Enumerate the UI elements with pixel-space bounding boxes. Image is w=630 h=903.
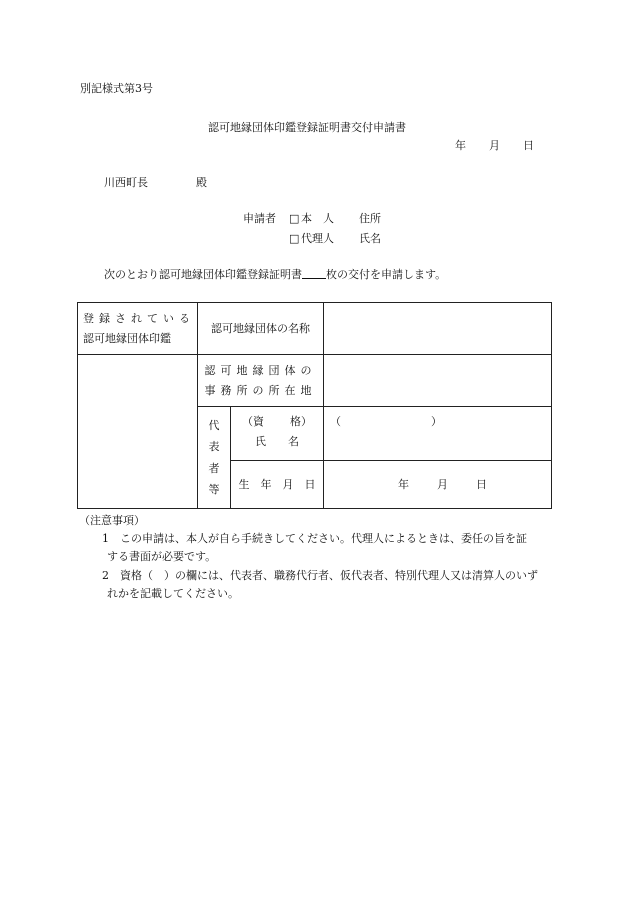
note-1-line1: 1 この申請は、本人が自ら手続きしてください。代理人によるときは、委任の旨を証 bbox=[102, 532, 527, 545]
self-checkbox[interactable]: □ bbox=[289, 212, 300, 225]
birth-year: 年 bbox=[398, 477, 409, 491]
qualification-paren-close: ） bbox=[431, 415, 442, 428]
date-month-label: 月 bbox=[489, 139, 500, 152]
request-text-after: 枚の交付を申請します。 bbox=[326, 268, 447, 281]
note-2-line2: れかを記載してください。 bbox=[107, 587, 239, 600]
representative-label bbox=[198, 407, 231, 509]
office-label-line2: 事務所の所在地 bbox=[204, 383, 317, 397]
date-year-label: 年 bbox=[455, 139, 466, 152]
birth-day: 日 bbox=[476, 477, 487, 491]
registration-table bbox=[77, 302, 552, 509]
qualification-name-field[interactable] bbox=[324, 407, 552, 461]
name-label: 氏名 bbox=[359, 232, 381, 245]
addressee-honorific: 殿 bbox=[196, 176, 207, 189]
self-label: 本 人 bbox=[301, 212, 334, 225]
request-text-before: 次のとおり認可地縁団体印鑑登録証明書 bbox=[104, 268, 302, 281]
qualification-name-label bbox=[231, 407, 324, 461]
copies-blank[interactable] bbox=[302, 268, 326, 279]
qualification-paren-open: （ bbox=[330, 415, 341, 428]
birth-month: 月 bbox=[437, 477, 448, 491]
office-address-field[interactable] bbox=[324, 355, 552, 407]
rep-char-1: 代 bbox=[208, 418, 220, 432]
rep-char-2: 表 bbox=[208, 440, 220, 454]
header-line2: 認可地縁団体印鑑 bbox=[83, 331, 171, 345]
qualification-paren bbox=[330, 412, 551, 432]
seal-impression-box bbox=[78, 355, 198, 509]
header-line1: 登録されている bbox=[83, 312, 195, 326]
rep-char-3: 者 bbox=[208, 461, 220, 475]
address-label: 住所 bbox=[359, 212, 381, 225]
org-name-field[interactable] bbox=[324, 303, 552, 355]
rep-char-4: 等 bbox=[208, 482, 220, 496]
office-address-label bbox=[198, 355, 324, 407]
birth-date-field[interactable] bbox=[324, 461, 552, 509]
qualification-label bbox=[231, 412, 323, 432]
birth-date-label: 生 年 月 日 bbox=[231, 461, 324, 509]
registered-seal-header bbox=[78, 303, 198, 355]
applicant-label: 申請者 bbox=[243, 212, 276, 225]
office-label-line1: 認可地縁団体の bbox=[204, 364, 317, 378]
agent-checkbox[interactable]: □ bbox=[289, 232, 300, 245]
document-title: 認可地縁団体印鑑登録証明書交付申請書 bbox=[208, 121, 406, 134]
notes-heading: （注意事項） bbox=[79, 514, 145, 527]
qualification-open: （資 bbox=[242, 415, 264, 428]
request-statement bbox=[104, 268, 446, 280]
date-day-label: 日 bbox=[523, 139, 534, 152]
qualification-close: 格） bbox=[290, 415, 312, 428]
form-number: 別記様式第3号 bbox=[80, 82, 153, 95]
agent-label: 代理人 bbox=[301, 232, 334, 245]
addressee-name: 川西町長 bbox=[104, 176, 148, 189]
note-1-line2: する書面が必要です。 bbox=[107, 550, 217, 563]
rep-name-label: 氏 名 bbox=[255, 434, 299, 448]
org-name-label: 認可地縁団体の名称 bbox=[198, 303, 324, 355]
note-2-line1: 2 資格（ ）の欄には、代表者、職務代行者、仮代表者、特別代理人又は清算人のいず bbox=[102, 569, 538, 582]
